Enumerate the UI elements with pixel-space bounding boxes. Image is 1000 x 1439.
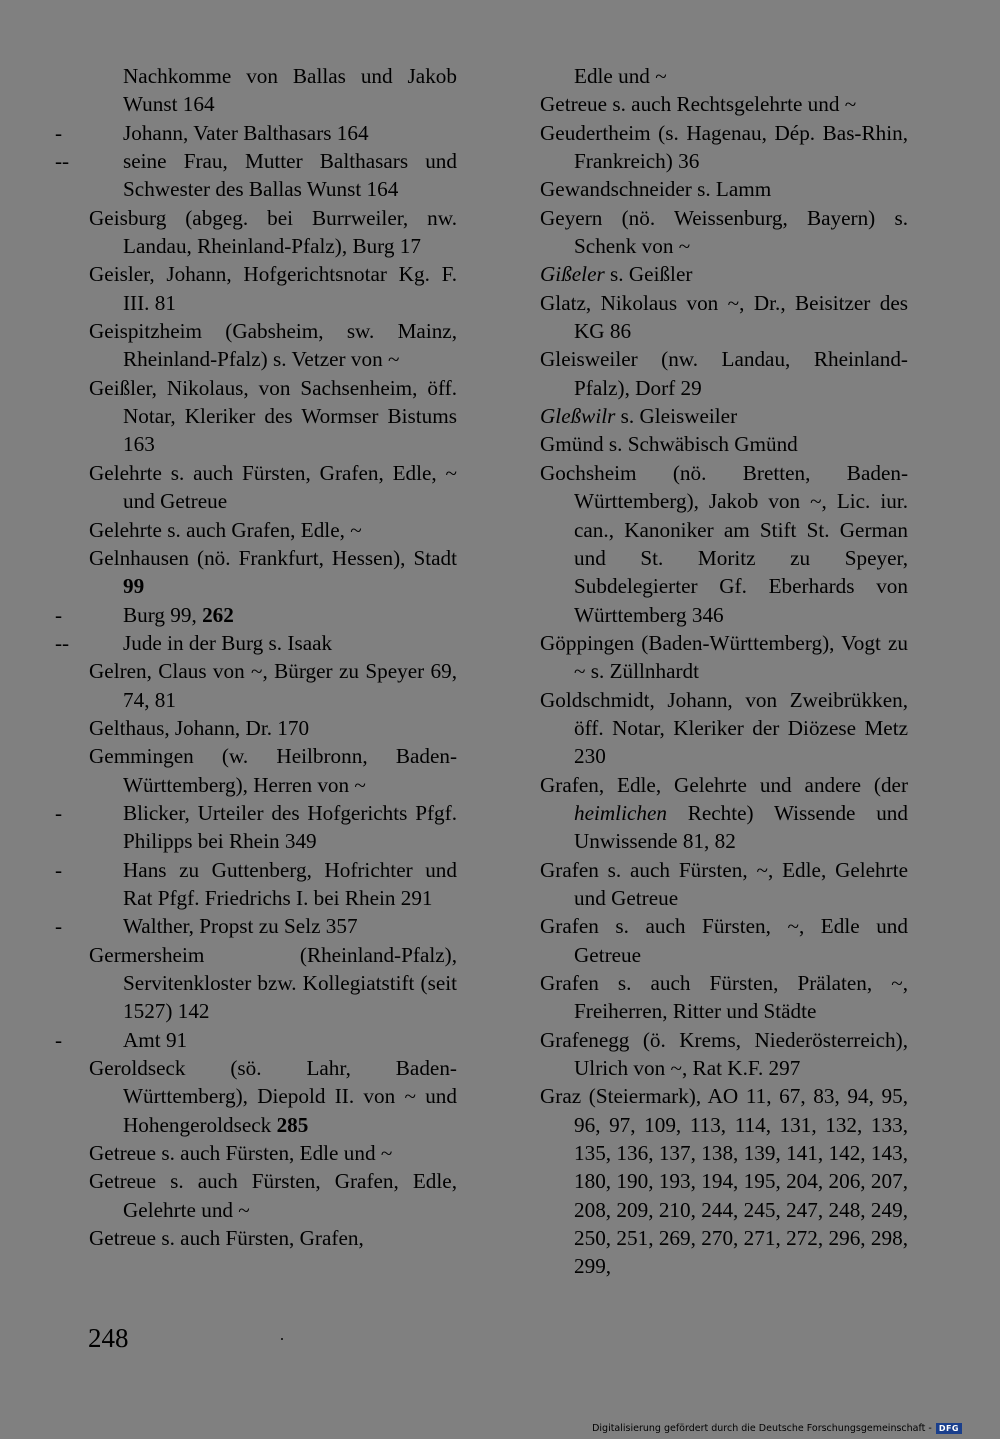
index-subentry [55,629,457,657]
index-entry [540,459,908,629]
entry-text: Gelehrte s. auch Fürsten, Grafen, Edle, ~ und Getreue [89,460,457,514]
index-entry [89,459,457,516]
index-entry [540,289,908,346]
subentry-dash: - [55,914,63,939]
entry-text: Geißler, Nikolaus, von Sachsenheim, öff. Notar, Kleriker des Wormser Bistums 163 [89,375,457,457]
entry-text: Göppingen (Baden-Württemberg), Vogt zu ~ s. Züllnhardt [540,630,908,684]
entry-text: Geisler, Johann, Hofgerichtsnotar Kg. F. III. 81 [89,262,457,315]
entry-text: Gleisweiler (nw. Landau, Rheinland-Pfalz), Dorf 29 [540,347,908,400]
entry-text: Getreue s. auch Rechtsgelehrte und ~ [540,92,857,117]
entry-text: Geudertheim (s. Hagenau, Dép. Bas-Rhin, Frankreich) 36 [540,120,908,174]
index-entry [540,119,908,176]
index-entry [89,374,457,459]
subentry-dash: -- [55,149,70,174]
page-number: 248 [88,1323,129,1353]
entry-text: Gelthaus, Johann, Dr. 170 [89,715,310,740]
index-entry [89,1054,457,1139]
index-entry [540,204,908,261]
index-entry [89,657,457,714]
entry-text: Grafen s. auch Fürsten, ~, Edle, Gelehrte und Getreue [540,857,908,910]
digitization-footer [592,1423,962,1434]
entry-text: Getreue s. auch Fürsten, Grafen, [89,1226,364,1251]
index-entry [89,544,457,601]
subentry-dash: - [55,602,63,627]
index-entry [89,1224,457,1252]
index-subentry [55,799,457,856]
entry-text: Johann, Vater Balthasars 164 [123,120,369,145]
index-entry [89,1167,457,1224]
index-entry [540,686,908,771]
subentry-dash: - [55,1027,63,1052]
index-entry [89,742,457,799]
index-entry [89,714,457,742]
entry-text: Graz (Steiermark), AO 11, 67, 83, 94, 95, 96, 97, 109, 113, 114, 131, 132, 133, 135, 136, 137, 138, 139, 141, 142, 143, 180, 190, 193, 194, 195, 204, 206, 207, 208, 209, 210, 244, 245, 247, 248, 249, 250, 251, 269, 270, 271, 272, 296, 298, 299, [540,1084,908,1279]
footer-text: Digitalisierung gefördert durch die Deutsche Forschungsgemeinschaft - [592,1423,932,1434]
entry-text: Grafenegg (ö. Krems, Niederösterreich), Ulrich von ~, Rat K.F. 297 [540,1027,908,1081]
entry-text: Glatz, Nikolaus von ~, Dr., Beisitzer des KG 86 [540,290,908,344]
entry-text: Burg 99, 262 [123,602,234,627]
index-entry [89,204,457,261]
index-entry [540,912,908,969]
index-entry [540,856,908,913]
entry-text: Gelnhausen (nö. Frankfurt, Hessen), Stadt 99 [89,545,457,599]
page-speck [281,1338,283,1340]
index-entry [540,90,908,118]
dfg-logo: DFG [936,1423,962,1434]
index-entry [540,1082,908,1280]
entry-text: Geispitzheim (Gabsheim, sw. Mainz, Rheinland-Pfalz) s. Vetzer von ~ [89,319,457,372]
index-entry [89,516,457,544]
entry-text: Hans zu Guttenberg, Hofrichter und Rat Pfgf. Friedrichs I. bei Rhein 291 [123,857,457,910]
entry-text: Nachkomme von Ballas und Jakob Wunst 164 [123,64,457,117]
entry-text: Gelren, Claus von ~, Bürger zu Speyer 69, 74, 81 [89,659,457,712]
entry-text: Geyern (nö. Weissenburg, Bayern) s. Schenk von ~ [540,205,908,259]
index-entry [540,1026,908,1083]
entry-text: Jude in der Burg s. Isaak [123,630,333,655]
index-subentry [55,119,457,147]
entry-text: Goldschmidt, Johann, von Zweibrükken, öff. Notar, Kleriker der Diözese Metz 230 [540,687,908,769]
index-entry [540,629,908,686]
entry-text: Geisburg (abgeg. bei Burrweiler, nw. Landau, Rheinland-Pfalz), Burg 17 [89,205,457,259]
entry-text: Gleßwilr s. Gleisweiler [540,404,738,429]
entry-text: Grafen s. auch Fürsten, Prälaten, ~, Freiherren, Ritter und Städte [540,971,908,1024]
subentry-dash: -- [55,630,70,655]
index-entry [89,941,457,1026]
index-entry-continuation [89,62,457,119]
index-column-right [540,62,908,1281]
entry-text: Gochsheim (nö. Bretten, Baden-Württemberg), Jakob von ~, Lic. iur. can., Kanoniker am Stift St. German und St. Moritz zu Speyer, Subdelegierter Gf. Eberhards von Württemberg 346 [540,460,908,627]
index-entry [540,969,908,1026]
entry-text: Grafen s. auch Fürsten, ~, Edle und Getreue [540,914,908,967]
entry-text: Gewandschneider s. Lamm [540,177,772,202]
index-entry [89,260,457,317]
index-entry [540,175,908,203]
index-entry [89,1139,457,1167]
entry-text: Gelehrte s. auch Grafen, Edle, ~ [89,517,362,542]
entry-text: Gmünd s. Schwäbisch Gmünd [540,432,798,457]
entry-text: Getreue s. auch Fürsten, Grafen, Edle, Gelehrte und ~ [89,1169,457,1222]
index-subentry [55,1026,457,1054]
entry-text: Gemmingen (w. Heilbronn, Baden-Württemberg), Herren von ~ [89,744,457,797]
entry-text: Blicker, Urteiler des Hofgerichts Pfgf. Philipps bei Rhein 349 [123,800,457,854]
subentry-dash: - [55,857,63,882]
entry-text: Geroldseck (sö. Lahr, Baden-Württemberg), Diepold II. von ~ und Hohengeroldseck 285 [89,1056,457,1137]
entry-text: Getreue s. auch Fürsten, Edle und ~ [89,1141,393,1166]
index-entry [540,771,908,856]
subentry-dash: - [55,800,63,825]
index-entry [540,430,908,458]
index-subentry [55,601,457,629]
index-entry-continuation [540,62,908,90]
entry-text: Grafen, Edle, Gelehrte und andere (der heimlichen Rechte) Wissende und Unwissende 81, 82 [540,772,908,854]
index-subentry [55,856,457,913]
entry-text: Amt 91 [123,1027,188,1052]
index-entry [89,317,457,374]
entry-text: seine Frau, Mutter Balthasars und Schwester des Ballas Wunst 164 [123,149,457,202]
entry-text: Edle und ~ [574,64,667,88]
subentry-dash: - [55,120,63,145]
index-entry [540,260,908,288]
entry-text: Walther, Propst zu Selz 357 [123,914,358,939]
index-column-left [55,62,457,1252]
entry-text: Germersheim (Rheinland-Pfalz), Servitenkloster bzw. Kollegiatstift (seit 1527) 142 [89,942,457,1024]
index-entry [540,345,908,402]
index-entry [540,402,908,430]
index-subentry [55,912,457,940]
entry-text: Gißeler s. Geißler [540,262,693,287]
index-subentry [55,147,457,204]
